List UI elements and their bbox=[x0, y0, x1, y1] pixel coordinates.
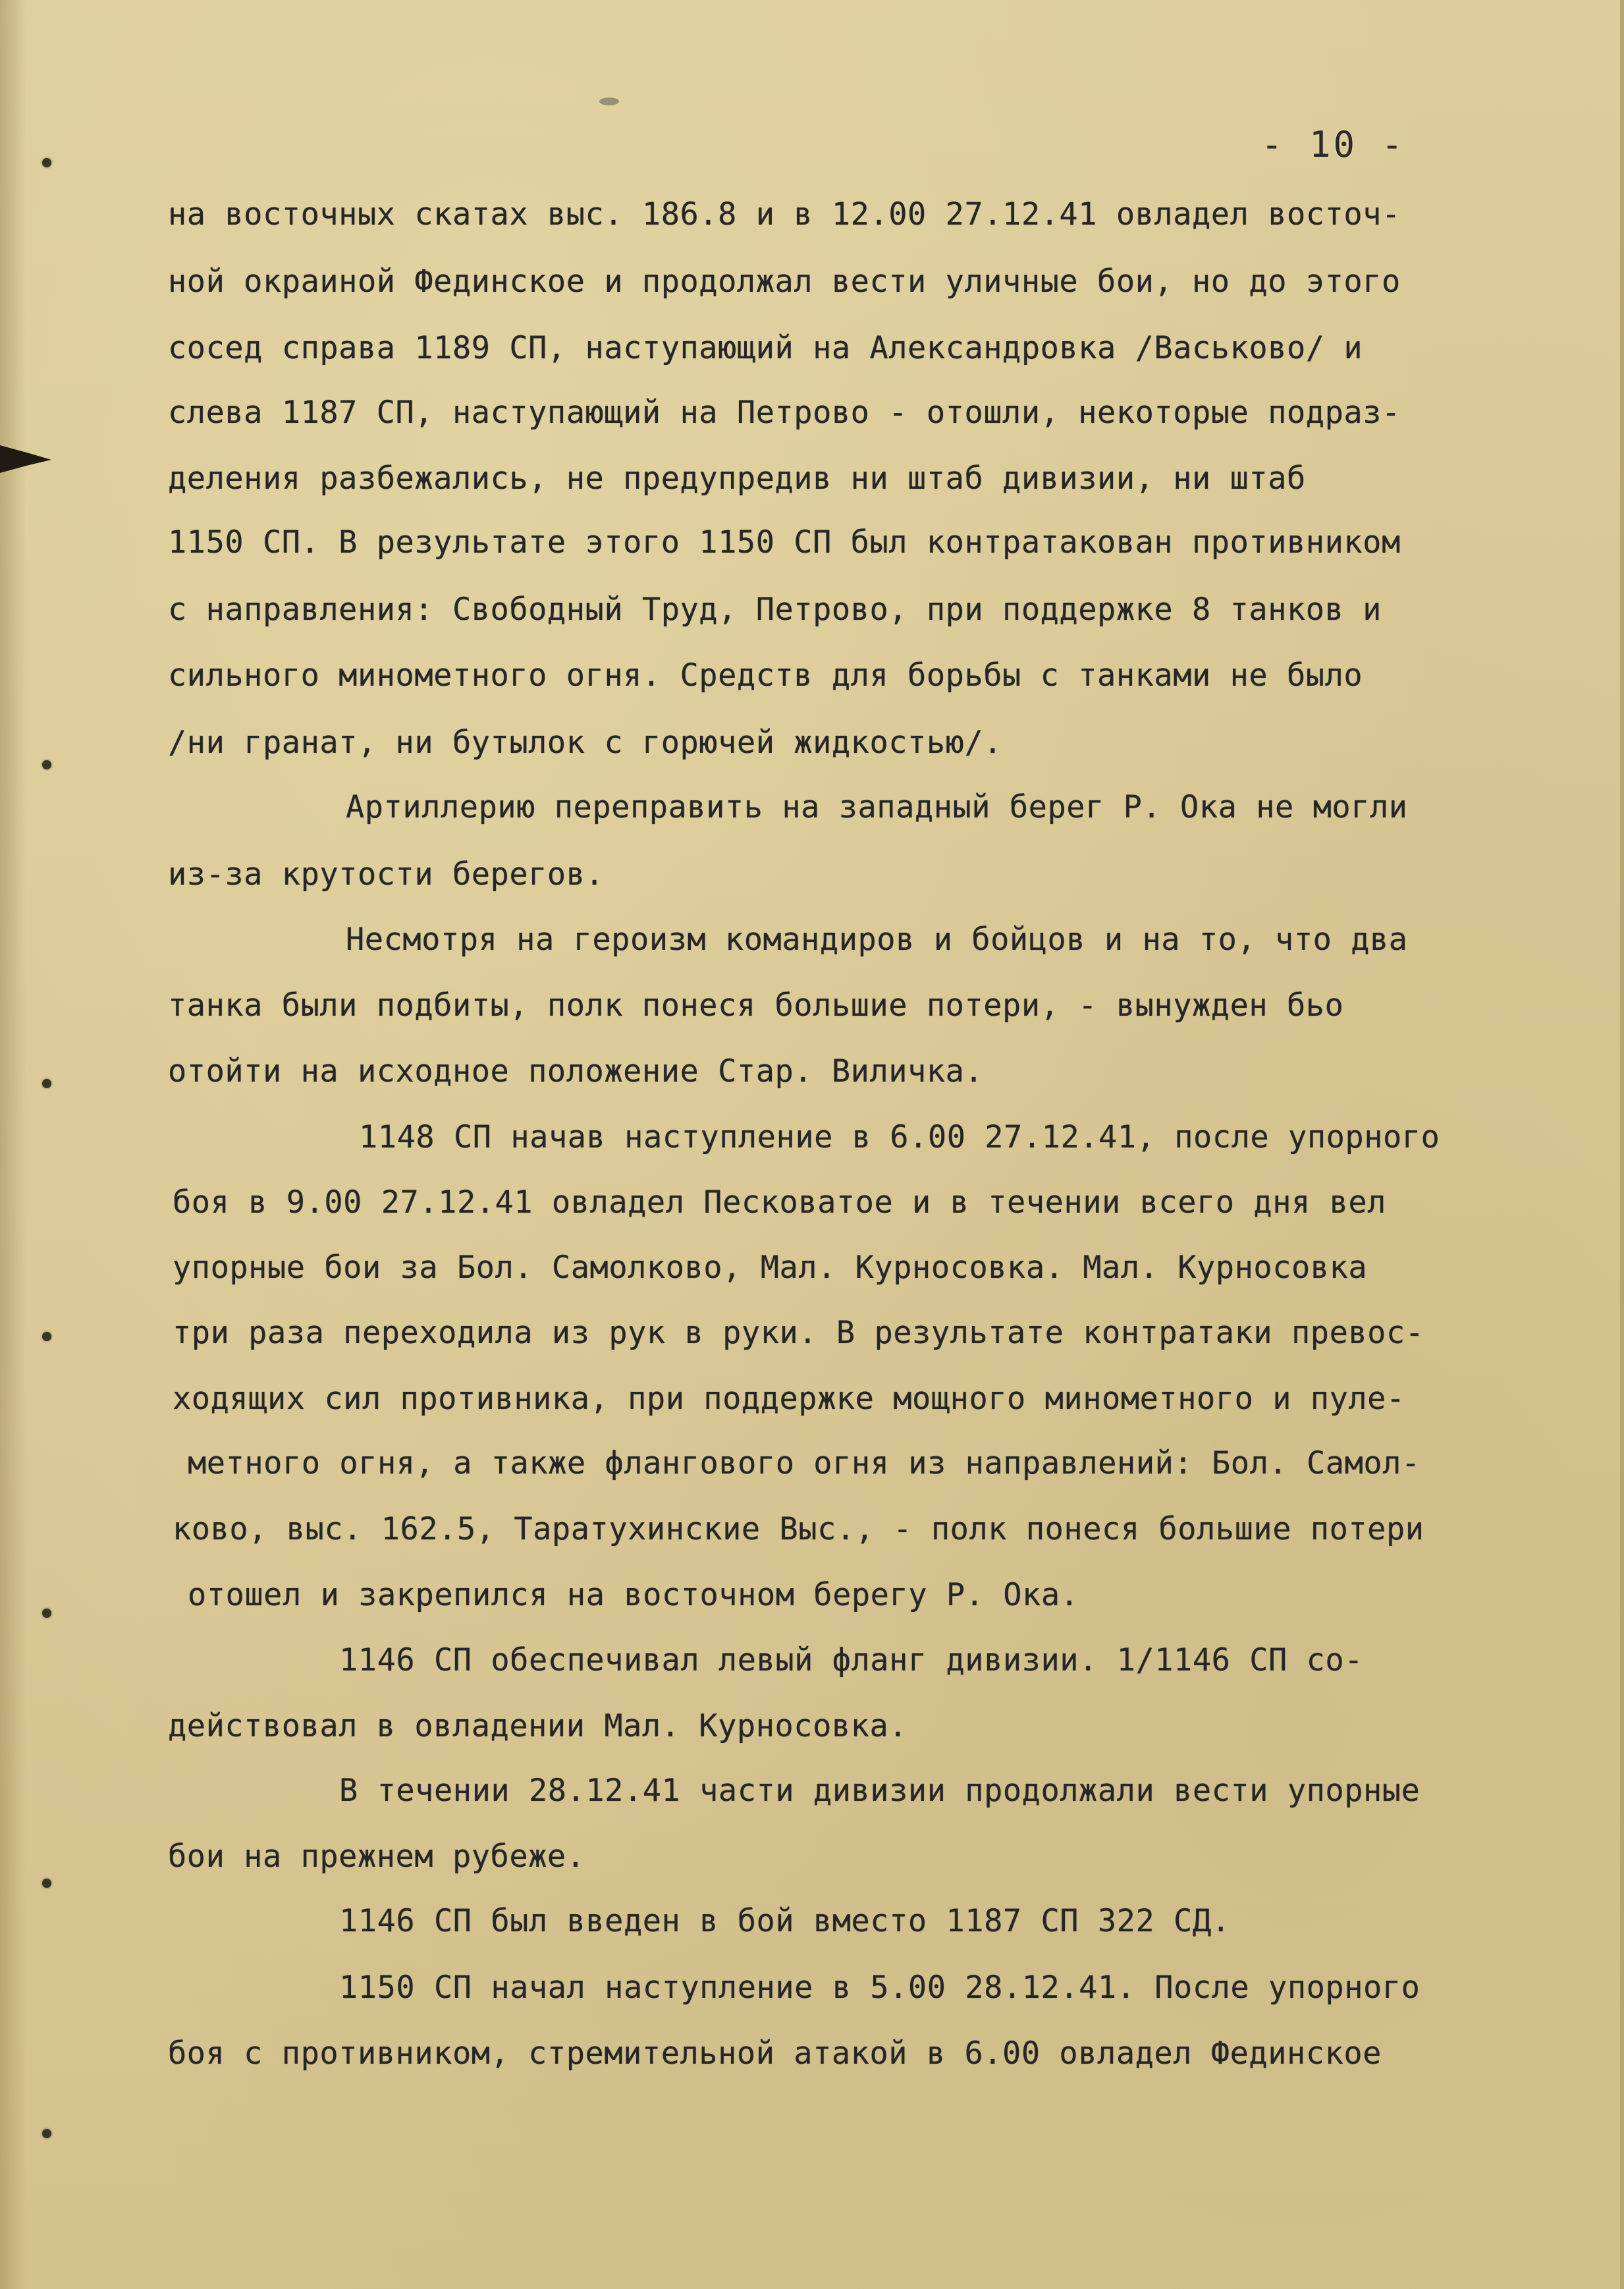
binding-hole-mark bbox=[41, 1877, 53, 1889]
binding-hole-mark bbox=[41, 1607, 53, 1619]
text-line: действовал в овладении Мал. Курносовка. bbox=[168, 1708, 908, 1744]
text-line: сильного минометного огня. Средств для борьбы с танками не было bbox=[168, 657, 1363, 694]
text-line: метного огня, а также флангового огня из направлений: Бол. Самол- bbox=[188, 1445, 1421, 1481]
text-line: отойти на исходное положение Стар. Виличка. bbox=[168, 1053, 984, 1089]
text-line: Несмотря на героизм командиров и бойцов и на то, что два bbox=[346, 922, 1408, 958]
text-line: ходящих сил противника, при поддержке мощного минометного и пуле- bbox=[173, 1381, 1405, 1417]
text-line: из-за крутости берегов. bbox=[168, 856, 605, 893]
text-line: на восточных скатах выс. 186.8 и в 12.00 27.12.41 овладел восточ- bbox=[168, 196, 1401, 233]
binding-hole-mark bbox=[41, 157, 53, 169]
text-line: 1148 СП начав наступление в 6.00 27.12.41, после упорного bbox=[359, 1119, 1440, 1155]
text-line: боя с противником, стремительной атакой в 6.00 овладел Фединское bbox=[168, 2035, 1382, 2072]
text-line: ной окраиной Фединское и продолжал вести уличные бои, но до этого bbox=[168, 263, 1401, 300]
ink-smudge bbox=[599, 97, 619, 105]
text-line: упорные бои за Бол. Самолково, Мал. Курносовка. Мал. Курносовка bbox=[173, 1250, 1368, 1286]
page-edge-shadow bbox=[0, 0, 26, 2289]
binding-hole-mark bbox=[41, 759, 53, 771]
binding-hole-mark bbox=[41, 1078, 53, 1089]
text-line: ково, выс. 162.5, Таратухинские Выс., - полк понеся большие потери bbox=[173, 1511, 1424, 1547]
binding-hole-mark bbox=[41, 2128, 53, 2139]
text-line: боя в 9.00 27.12.41 овладел Песковатое и в течении всего дня вел bbox=[173, 1184, 1386, 1221]
text-line: В течении 28.12.41 части дивизии продолжали вести упорные bbox=[339, 1773, 1421, 1809]
text-line: 1146 СП был введен в бой вместо 1187 СП 322 СД. bbox=[339, 1903, 1231, 1939]
text-line: с направления: Свободный Труд, Петрово, при поддержке 8 танков и bbox=[168, 592, 1382, 628]
page-number: - 10 - bbox=[1261, 124, 1406, 165]
text-line: Артиллерию переправить на западный берег Р. Ока не могли bbox=[346, 789, 1408, 825]
text-line: сосед справа 1189 СП, наступающий на Александровка /Васьково/ и bbox=[168, 330, 1363, 366]
text-line: три раза переходила из рук в руки. В результате контратаки превос- bbox=[173, 1315, 1424, 1351]
text-line: слева 1187 СП, наступающий на Петрово - отошли, некоторые подраз- bbox=[168, 395, 1401, 431]
text-line: отошел и закрепился на восточном берегу Р. Ока. bbox=[188, 1577, 1079, 1613]
torn-edge-mark bbox=[0, 440, 53, 480]
text-line: 1146 СП обеспечивал левый фланг дивизии. 1/1146 СП со- bbox=[339, 1642, 1364, 1678]
text-line: 1150 СП начал наступление в 5.00 28.12.41. После упорного bbox=[339, 1970, 1421, 2006]
text-line: бои на прежнем рубеже. bbox=[168, 1838, 585, 1875]
binding-hole-mark bbox=[41, 1331, 53, 1342]
text-line: 1150 СП. В результате этого 1150 СП был контратакован противником bbox=[168, 524, 1401, 561]
text-line: деления разбежались, не предупредив ни штаб дивизии, ни штаб bbox=[168, 460, 1306, 497]
text-line: /ни гранат, ни бутылок с горючей жидкостью/. bbox=[168, 725, 1003, 761]
text-line: танка были подбиты, полк понеся большие потери, - вынужден бьо bbox=[168, 987, 1344, 1024]
